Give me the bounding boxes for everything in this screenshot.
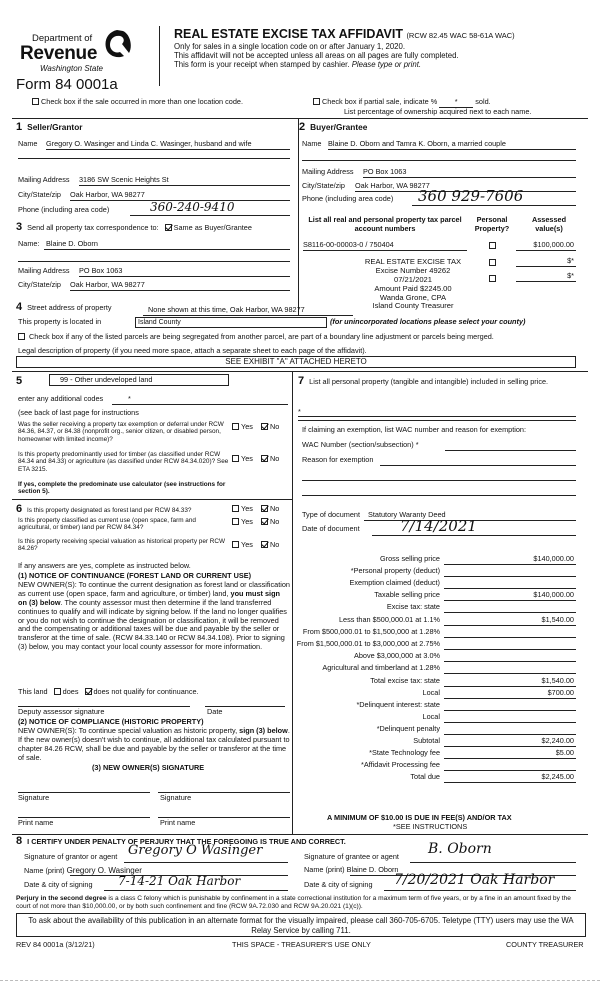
sec7-row [298,375,578,388]
grantee-name-field[interactable]: Blaine D. Oborn [346,865,399,874]
calc-t1-value[interactable]: $1,540.00 [541,615,574,624]
parcel-row-1-personal-checkbox[interactable] [489,242,496,249]
treasurer-use-label: THIS SPACE - TREASURER'S USE ONLY [232,940,371,949]
exemption-reason-label: Reason for exemption [302,455,374,464]
county-select[interactable] [135,317,327,328]
partial-sale-label: Check box if partial sale, indicate % [322,97,438,106]
grantee-sig-line [410,862,576,863]
sec5-q2-no-checkbox[interactable] [261,455,268,462]
doc-date-field[interactable]: 7/14/2021 [400,517,477,535]
street-address-line [143,315,353,316]
sec5-q1-yes-checkbox[interactable] [232,423,239,430]
doc-type-field[interactable]: Statutory Waranty Deed [368,510,446,519]
sec6-q1-no-label: No [270,504,280,513]
doc-date-line [372,535,576,536]
buyer-mail-label: Mailing Address [302,167,354,176]
sec5-q2-yes[interactable] [232,455,253,464]
personal-property-line2 [298,420,576,421]
sec5-q1-no-checkbox[interactable] [261,423,268,430]
continuance-does-label: does [62,687,79,696]
sec6-q1-yes-label: Yes [241,504,253,513]
calc-tech-value[interactable]: $5.00 [555,748,574,757]
sec6-q1-yes[interactable] [232,505,253,514]
legal-description-field[interactable] [16,356,576,368]
bottom-rule [0,980,600,981]
calc-total-due-value[interactable]: $2,245.00 [541,772,574,781]
see-instructions-note: *SEE INSTRUCTIONS [393,822,468,831]
parcel-row-1-number[interactable]: S8116-00-00003-0 / 750404 [303,240,394,249]
tax-corr-label: Send all property tax correspondence to: [27,223,159,232]
seller-mail-line [79,185,290,186]
calc-gross-value[interactable]: $140,000.00 [533,554,574,563]
calc-pp-label: *Personal property (deduct) [350,566,440,575]
wac-number-row [302,441,419,450]
grantor-name-label: Name (print) [24,866,65,875]
form-title [174,27,515,42]
tax-corr-name-field[interactable]: Blaine D. Oborn [46,239,98,248]
segregated-label: Check box if any of the listed parcels are being segregated from another parcel, are part of a boundary line adjustment or parcels being merged. [29,332,494,341]
seller-heading-text: Seller/Grantor [27,122,83,132]
notice1-heading: (1) NOTICE OF CONTINUANCE (FOREST LAND OR CURRENT USE) [18,571,252,580]
calc-local2-line [444,722,576,723]
seller-heading [16,121,83,134]
personal-property-field[interactable]: * [298,407,301,416]
perjury-text: is a class C felony which is punishable by confinement in a state correctional institution for a maximum term of five years, or by a fine in an amount fixed by the court of not more than $10,000.00, or by both such confinement and fine (RCW 9A.72.030 and RCW 9A.20.021 (1)(c)). [16,895,571,910]
form-title-ref: (RCW 82.45 WAC 58-61A WAC) [406,31,515,40]
calc-excise-label: Excise tax: state [386,602,440,611]
located-label: This property is located in [18,317,102,326]
subtitle-3b: Please type or print. [351,60,422,69]
form-title-text: REAL ESTATE EXCISE TAX AFFIDAVIT [174,27,403,41]
tax-corr-name-line2 [18,261,290,262]
calc-local-label: Local [422,688,440,697]
accessibility-text: To ask about the availability of this publication in an alternate format for the visually impaired, please call 360-705-6705. Teletype (TTY) users may use the WA Relay Service by calling 711. [28,916,574,935]
grantee-date-line [384,890,576,891]
exemption-reason-line2 [302,480,576,481]
calc-t3-line [444,649,576,650]
buyer-num: 2 [299,121,306,133]
sec6-q1-no[interactable] [261,505,279,514]
parcel-row-3-personal-checkbox[interactable] [489,275,496,282]
form-number: Form 84 0001a [16,76,118,93]
calc-local2-label: Local [422,712,440,721]
seller-name-line2 [18,158,290,159]
sec6-q2: Is this property classified as current use (open space, farm and agricultural, or timber) land per RCW 84.34? [18,517,196,532]
calc-pp-line [444,576,576,577]
buyer-phone-field[interactable]: 360 929-7606 [418,187,524,205]
seller-phone-field[interactable]: 360-240-9410 [150,200,235,214]
see-back-label: (see back of last page for instructions [18,408,139,417]
grantee-date-label: Date & city of signing [304,880,373,889]
parcel-row-3-value[interactable]: $* [567,271,574,280]
sec6-q2-yes[interactable] [232,518,253,527]
sec6-q1: Is this property designated as forest land per RCW 84.33? [27,507,192,514]
tax-corr-city-field[interactable]: Oak Harbor, WA 98277 [70,280,145,289]
tax-corr-mail-field[interactable]: PO Box 1063 [79,266,123,275]
seller-num: 1 [16,121,23,133]
continuance-land-label: This land [18,687,48,696]
same-as-buyer-label: Same as Buyer/Grantee [173,223,252,232]
new-owner-signature-heading: (3) NEW OWNER(S) SIGNATURE [92,763,205,772]
calc-gross-label: Gross selling price [379,554,440,563]
calc-tech-label: *State Technology fee [369,748,440,757]
parcels-head-2: Personal Property? [474,215,510,233]
calc-subtotal-line [444,746,576,747]
calc-delinq-label: *Delinquent interest: state [356,700,440,709]
calc-t1-line [444,625,576,626]
sec5-q2: Is this property predominantly used for timber (as classified under RCW 84.34 and 84.33) or agriculture (as classified under RCW 84.34.020)? See ETA 3215. [18,451,229,473]
additional-codes-value[interactable]: * [128,394,131,403]
partial-sale-checkbox[interactable] [313,98,320,105]
continuance-does-not-checkbox[interactable] [85,688,92,695]
subtitle-3a: This form is your receipt when stamped by cashier. [174,60,350,69]
calc-affidavit-label: *Affidavit Processing fee [361,760,440,769]
continuance-row [18,688,199,697]
calc-local-value[interactable]: $700.00 [547,688,574,697]
sec5-q1-yes[interactable] [232,423,253,432]
parcel-row-2-personal-checkbox[interactable] [489,259,496,266]
county-select-value: Island County [138,319,181,326]
calc-tech-line [444,758,576,759]
grantee-date-field[interactable]: 7/20/2021 Oak Harbor [394,872,555,888]
perjury-note [16,895,584,911]
buyer-phone-line [412,205,576,206]
seller-phone-label: Phone (including area code) [18,205,110,214]
deputy-date-label: Date [207,707,223,716]
sec8-num: 8 [16,835,23,847]
street-num: 4 [16,301,23,313]
multi-location-check[interactable] [32,98,243,107]
tax-corr-name-label: Name: [18,239,40,248]
calc-exempt-line [444,588,576,589]
buyer-mail-field[interactable]: PO Box 1063 [363,167,407,176]
stamp-line-4: Amount Paid $2245.00 [374,283,452,293]
sec6-q1-no-checkbox[interactable] [261,505,268,512]
tax-corr-city-label: City/State/zip [18,280,61,289]
seller-name-field[interactable]: Gregory O. Wasinger and Linda C. Wasinger, husband and wife [46,139,252,148]
calc-subtotal-label: Subtotal [413,736,440,745]
parcels-head-3: Assessed value(s) [531,215,567,233]
calc-t1-label: Less than $500,000.01 at 1.1% [338,615,440,624]
calc-t2-line [444,637,576,638]
calc-total-due-label: Total due [410,772,440,781]
sec5-q1-no-label: No [270,422,280,431]
buyer-city-field[interactable]: Oak Harbor, WA 98277 [355,181,430,190]
sec5-q2-yes-label: Yes [241,454,253,463]
owner-sig-2-label: Signature [160,793,192,802]
street-address-field[interactable]: None shown at this time, Oak Harbor, WA 98277 [148,305,305,314]
calc-penalty-label: *Delinquent penalty [376,724,440,733]
stamp-line-1: REAL ESTATE EXCISE TAX [364,257,462,266]
calc-taxable-label: Taxable selling price [374,590,440,599]
seller-mail-label: Mailing Address [18,175,70,184]
sec6-q3-yes[interactable] [232,541,253,550]
parcel-row-2-value-line [516,266,576,267]
calc-affidavit-line [444,770,576,771]
revision-label: REV 84 0001a (3/12/21) [16,940,95,949]
calc-gross-line [444,564,576,565]
notice2-text [18,727,290,763]
buyer-city-label: City/State/zip [302,181,345,190]
calc-t5-label: Agricultural and timberland at 1.28% [322,663,440,672]
calc-total-due-line [444,782,576,783]
grantee-sig-label: Signature of grantee or agent [304,852,399,861]
calc-local-line [444,698,576,699]
grantor-name-field[interactable]: Gregory O. Wasinger [66,866,142,875]
buyer-heading-text: Buyer/Grantee [310,122,368,132]
calc-subtotal-value[interactable]: $2,240.00 [541,736,574,745]
wac-number-field[interactable]: * [415,440,419,449]
dept-line1: Department of [32,33,93,44]
calc-taxable-line [444,600,576,601]
buyer-name-label: Name [302,139,322,148]
sec6-q2-no-checkbox[interactable] [261,518,268,525]
seller-mail-field[interactable]: 3186 SW Scenic Heights St [79,175,169,184]
owner-sig-1-label: Signature [18,793,50,802]
rule-sec5 [12,371,588,372]
subtitle-1: Only for sales in a single location code on or after January 1, 2020. [174,42,406,51]
wac-number-line [445,450,576,451]
street-address-row [16,301,112,314]
notice2-text-bold: sign (3) below [239,726,288,735]
continuance-does-not-label: does not qualify for continuance. [93,687,199,696]
calc-total-state-label: Total excise tax: state [370,676,440,685]
tax-corr-mail-line [79,276,290,277]
additional-codes-label: enter any additional codes [18,394,104,403]
partial-sold-label: sold. [475,97,491,106]
continuance-does-checkbox[interactable] [54,688,61,695]
grantee-name-row [304,866,399,875]
minimum-note: A MINIMUM OF $10.00 IS DUE IN FEE(S) AND/OR TAX [327,813,512,822]
calc-penalty-line [444,734,576,735]
county-note: (for unincorporated locations please select your county) [330,317,526,326]
sec6-q2-no-label: No [270,517,280,526]
calc-taxable-value[interactable]: $140,000.00 [533,590,574,599]
header-divider [159,26,160,86]
grantee-name-label: Name (print) [304,865,345,874]
sec6-num: 6 [16,503,23,515]
parcel-row-2-value[interactable]: $* [567,256,574,265]
calc-t5-line [444,673,576,674]
sec7-num: 7 [298,375,305,387]
calc-t2-label: From $500,000.01 to $1,500,000 at 1.28% [302,627,440,636]
ownership-note: List percentage of ownership acquired next to each name. [344,107,532,116]
seller-city-label: City/State/zip [18,190,61,199]
seller-phone-line [130,215,290,216]
sec6-q2-yes-checkbox[interactable] [232,518,239,525]
buyer-name-field[interactable]: Blaine D. Oborn and Tamra K. Oborn, a married couple [328,139,506,148]
calc-delinq-line [444,710,576,711]
seller-name-line1 [46,149,290,150]
sec6-q2-yes-label: Yes [241,517,253,526]
calc-exempt-label: Exemption claimed (deduct) [349,578,440,587]
grantor-sig-line [124,862,288,863]
sec7-text: List all personal property (tangible and intangible) included in selling price. [309,377,549,386]
parcel-row-1-line [303,250,467,251]
multi-location-label: Check box if the sale occurred in more than one location code. [41,97,243,106]
deputy-signature-label: Deputy assessor signature [18,707,105,716]
rule-top [12,118,588,119]
personal-property-line1 [298,416,576,417]
grantor-signature-field[interactable]: Gregory O Wasinger [128,843,263,858]
notice2-text-b: . If the new owner(s) doesn't wish to continue, all additional tax calculated pursuant to chapter 84.26 RCW, shall be due and payable by the seller or transferor at the time of sale. [18,726,290,762]
rule-sec6 [12,499,292,500]
sec5-q2-no[interactable] [261,455,279,464]
owner-print-1-label: Print name [18,818,54,827]
tax-corr-num: 3 [16,221,23,233]
grantor-sig-label: Signature of grantor or agent [24,852,118,861]
multi-location-checkbox[interactable] [32,98,39,105]
street-address-label: Street address of property [27,303,112,312]
seller-city-field[interactable]: Oak Harbor, WA 98277 [70,190,145,199]
sec6-q3-no-label: No [270,540,280,549]
parcel-row-1-value[interactable]: $100,000.00 [533,240,574,249]
sec5-q1-no[interactable] [261,423,279,432]
sec5-q1: Was the seller receiving a property tax exemption or deferral under RCW 84.36, 84.37, or 84.38 (nonprofit org., senior citizen, or disabled person, homeowner with limited income)? [18,421,224,443]
tax-corr-name-line1 [44,249,290,250]
stamp-line-6: Island County Treasurer [372,301,454,311]
segregated-check[interactable] [18,333,494,342]
grantor-date-label: Date & city of signing [24,880,93,889]
calc-excise-line [444,612,576,613]
land-use-code-select[interactable] [49,374,229,386]
doc-date-label: Date of document [302,524,360,533]
legal-description-label: Legal description of property (if you need more space, attach a separate sheet to each page of the affidavit). [18,346,367,355]
sec6-q1-yes-checkbox[interactable] [232,505,239,512]
tax-corr-row [16,221,252,234]
sec6-q3-no-checkbox[interactable] [261,541,268,548]
sec6-if-any: If any answers are yes, complete as instructed below. [18,561,191,570]
legal-description-value: SEE EXHIBIT "A" ATTACHED HERETO [225,357,367,366]
grantee-signature-field[interactable]: B. Oborn [428,841,492,857]
dept-line3: Washington State [40,64,104,73]
parcels-head-1: List all real and personal property tax parcel account numbers [308,215,462,233]
additional-codes-line [112,404,288,405]
notice1-text-a: NEW OWNER(S): To continue the current designation as forest land or classification as current use (open space, farm and agriculture, or timber) land, [18,580,290,598]
dept-line2: Revenue [20,43,98,64]
parcel-row-1-value-line [516,250,576,251]
sec6-q3-yes-label: Yes [241,540,253,549]
notice1-text-b: . The county assessor must then determine if the land transferred continues to qualify and will indicate by signing below. If the land no longer qualifies or you do not wish to continue the designation or classification, it will be removed and the compensating or additional taxes will be due and payable by the seller or transferor at the time of sale. (RCW 84.33.140 or RCW 84.34.108). Prior to signing (3) below, you may contact your local county assessor for more information. [18,597,287,652]
perjury-bold: Perjury in the second degree [16,895,107,902]
sec5-num: 5 [16,375,23,387]
buyer-phone-label: Phone (including area code) [302,194,394,203]
buyer-heading [299,121,367,134]
doc-type-label: Type of document [302,510,361,519]
buyer-mail-line [363,177,576,178]
notice2-heading: (2) NOTICE OF COMPLIANCE (HISTORIC PROPERTY) [18,717,204,726]
dor-logo-icon [103,28,131,60]
parcel-row-3-value-line [516,281,576,282]
sec5-q2-no-label: No [270,454,280,463]
land-use-code-value: 99 - Other undeveloped land [60,375,153,384]
calc-total-state-line [444,686,576,687]
column-divider-top [298,118,299,316]
exemption-reason-line1 [380,465,576,466]
county-treasurer-label: COUNTY TREASURER [506,940,584,949]
seller-name-label: Name [18,139,38,148]
subtitle-2: This affidavit will not be accepted unless all areas on all pages are fully completed. [174,51,459,60]
grantor-date-line [104,890,288,891]
stamp-line-3: 07/21/2021 [393,274,432,284]
sec5-q2-yes-checkbox[interactable] [232,455,239,462]
notice1-text-bold: you must sign on (3) below [18,588,280,607]
exemption-reason-line3 [302,495,576,496]
certify-text: I CERTIFY UNDER PENALTY OF PERJURY THAT THE FOREGOING IS TRUE AND CORRECT. [27,837,346,846]
stamp-line-2: Excise Number 49262 [375,265,451,275]
buyer-name-line2 [302,160,576,161]
owner-print-2-label: Print name [160,818,196,827]
segregated-checkbox[interactable] [18,333,25,340]
sec6-q3: Is this property receiving special valuation as historical property per RCW 84.26? [18,538,226,553]
calc-t4-label: Above $3,000,000 at 3.0% [353,651,440,660]
accessibility-box [16,913,586,937]
buyer-name-line1 [328,149,576,150]
sec6-q2-no[interactable] [261,518,279,527]
sec6-q3-no[interactable] [261,541,279,550]
wac-number-label: WAC Number (section/subsection) [302,440,414,449]
notice1-text [18,581,290,652]
sec5-q1-yes-label: Yes [241,422,253,431]
calc-t3-label: From $1,500,000.01 to $3,000,000 at 2.75% [296,639,440,648]
same-as-buyer-checkbox[interactable] [165,224,172,231]
tax-corr-city-line [70,290,290,291]
calc-t4-line [444,661,576,662]
calc-total-state-value[interactable]: $1,540.00 [541,676,574,685]
subtitle-3 [174,60,421,69]
notice2-text-a: NEW OWNER(S): To continue special valuation as historic property, [18,726,238,735]
treasurer-stamp [352,258,474,311]
exemption-question: If claiming an exemption, list WAC number and reason for exemption: [302,425,527,434]
tax-corr-mail-label: Mailing Address [18,266,70,275]
partial-pct-value[interactable]: * [439,98,473,108]
stamp-line-5: Wanda Grone, CPA [379,292,447,302]
sec5-q2-note: If yes, complete the predominate use calculator (see instructions for section 5). [18,481,226,496]
sec6-q3-yes-checkbox[interactable] [232,541,239,548]
column-divider-main [292,371,293,834]
grantor-date-field[interactable]: 7-14-21 Oak Harbor [118,874,241,888]
